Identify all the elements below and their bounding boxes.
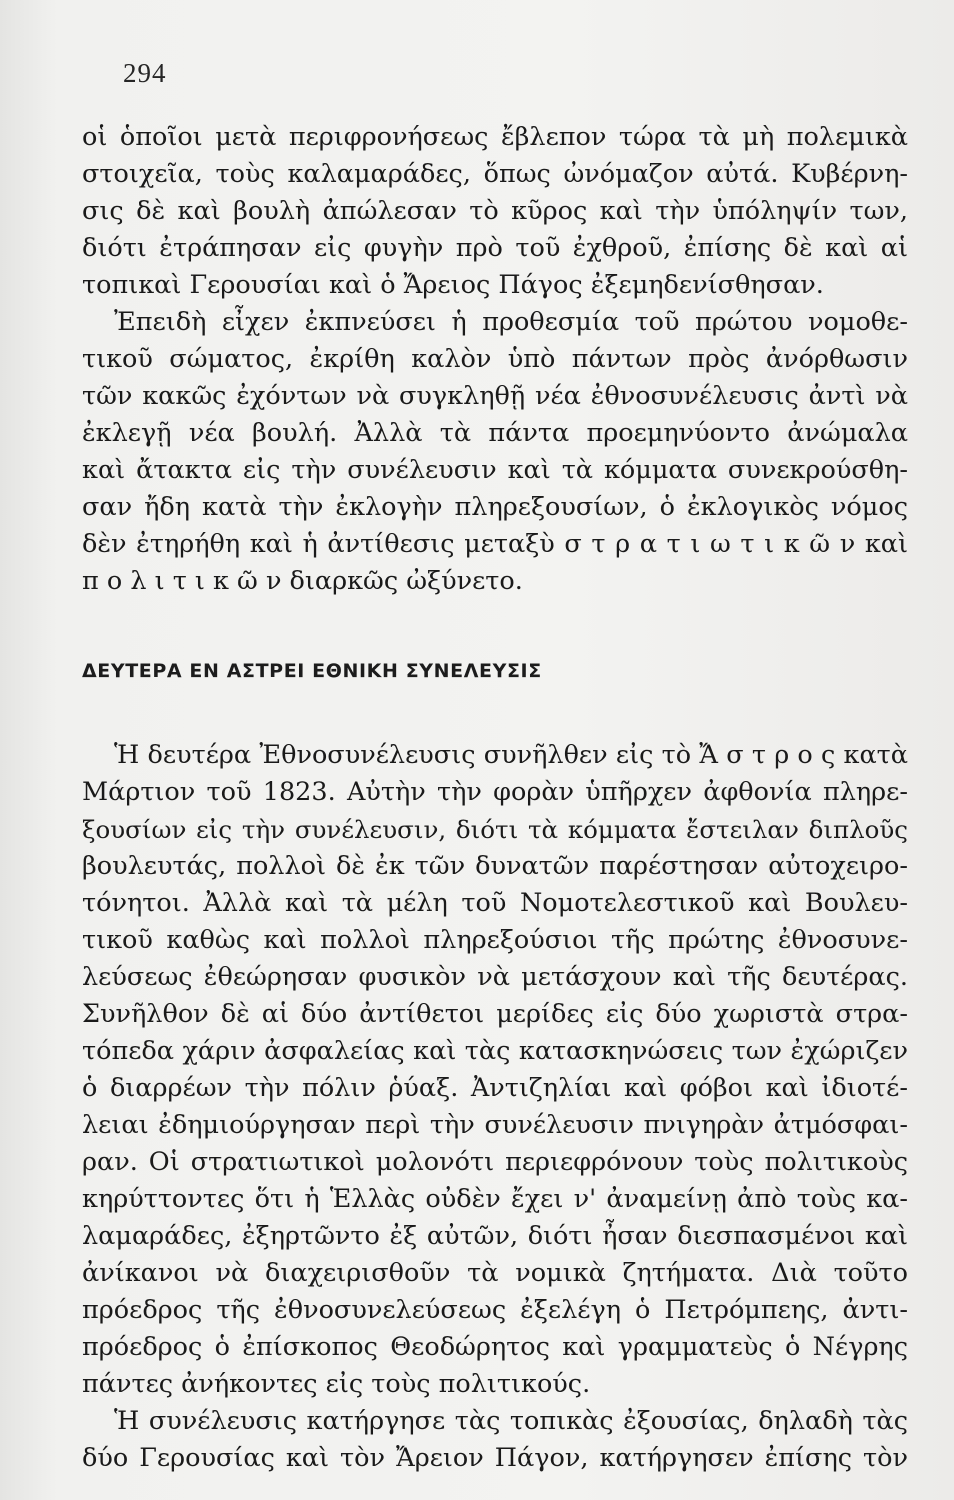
text-line: οἱ ὁποῖοι μετὰ περιφρονήσεως ἔβλεπον τώρα τὰ μὴ πολεμικὰ <box>82 122 908 152</box>
text-line: Ἡ συνέλευσις κατήργησε τὰς τοπικὰς ἐξουσίας, δηλαδὴ τὰς <box>114 1406 908 1436</box>
text-line: π ο λ ι τ ι κ ῶ ν διαρκῶς ὠξύνετο. <box>82 566 523 596</box>
text-line: τῶν κακῶς ἐχόντων νὰ συγκληθῇ νέα ἐθνοσυνέλευσις ἀντὶ νὰ <box>82 381 908 411</box>
text-line: τικοῦ σώματος, ἐκρίθη καλὸν ὑπὸ πάντων πρὸς ἀνόρθωσιν <box>82 344 908 374</box>
paragraph-1 <box>82 119 908 600</box>
text-line: κηρύττοντες ὅτι ἡ Ἑλλὰς οὐδὲν ἔχει ν' ἀναμείνῃ ἀπὸ τοὺς κα- <box>82 1184 908 1214</box>
paragraph-2 <box>82 737 908 1477</box>
text-line: λεύσεως ἐθεώρησαν φυσικὸν νὰ μετάσχουν καὶ τῆς δευτέρας. <box>82 962 908 992</box>
text-line: Ἐπειδὴ εἶχεν ἐκπνεύσει ἡ προθεσμία τοῦ πρώτου νομοθε- <box>114 307 908 337</box>
section-heading: ΔΕΥΤΕΡΑ ΕΝ ΑΣΤΡΕΙ ΕΘΝΙΚΗ ΣΥΝΕΛΕΥΣΙΣ <box>82 660 542 682</box>
text-line: πρόεδρος τῆς ἐθνοσυνελεύσεως ἐξελέγη ὁ Πετρόμπεης, ἀντι- <box>82 1295 908 1325</box>
text-line: τικοῦ καθὼς καὶ πολλοὶ πληρεξούσιοι τῆς πρώτης ἐθνοσυνε- <box>82 925 908 955</box>
text-line: σις δὲ καὶ βουλὴ ἀπώλεσαν τὸ κῦρος καὶ τὴν ὑπόληψίν των, <box>82 196 908 226</box>
text-line: ἐκλεγῇ νέα βουλή. Ἀλλὰ τὰ πάντα προεμηνύοντο ἀνώμαλα <box>82 418 908 448</box>
text-line: ξουσίων εἰς τὴν συνέλευσιν, διότι τὰ κόμματα ἔστειλαν διπλοῦς <box>82 815 908 844</box>
text-line: στοιχεῖα, τοὺς καλαμαράδες, ὅπως ὠνόμαζον αὐτά. Κυβέρνη- <box>82 159 908 189</box>
text-line: Ἡ δευτέρα Ἐθνοσυνέλευσις συνῆλθεν εἰς τὸ Ἄ σ τ ρ ο ς κατὰ <box>114 740 908 770</box>
text-line: ραν. Οἱ στρατιωτικοὶ μολονότι περιεφρόνουν τοὺς πολιτικοὺς <box>82 1147 908 1177</box>
text-line: Μάρτιον τοῦ 1823. Αὐτὴν τὴν φορὰν ὑπῆρχεν ἀφθονία πληρε- <box>82 777 908 807</box>
text-line: λαμαράδες, ἐξηρτῶντο ἐξ αὐτῶν, διότι ἦσαν διεσπασμένοι καὶ <box>82 1221 908 1251</box>
text-line: ἀνίκανοι νὰ διαχειρισθοῦν τὰ νομικὰ ζητήματα. Διὰ τοῦτο <box>82 1258 908 1288</box>
text-line: τοπικαὶ Γερουσίαι καὶ ὁ Ἄρειος Πάγος ἐξεμηδενίσθησαν. <box>82 270 824 300</box>
text-line: διότι ἐτράπησαν εἰς φυγὴν πρὸ τοῦ ἐχθροῦ, ἐπίσης δὲ καὶ αἱ <box>82 233 908 263</box>
text-line: Συνῆλθον δὲ αἱ δύο ἀντίθετοι μερίδες εἰς δύο χωριστὰ στρα- <box>82 999 908 1029</box>
text-line: καὶ ἄτακτα εἰς τὴν συνέλευσιν καὶ τὰ κόμματα συνεκρούσθη- <box>82 455 908 485</box>
text-line: δὲν ἐτηρήθη καὶ ἡ ἀντίθεσις μεταξὺ σ τ ρ α τ ι ω τ ι κ ῶ ν καὶ <box>82 529 908 559</box>
text-line: βουλευτάς, πολλοὶ δὲ ἐκ τῶν δυνατῶν παρέστησαν αὐτοχειρο- <box>82 851 908 881</box>
text-line: τόνητοι. Ἀλλὰ καὶ τὰ μέλη τοῦ Νομοτελεστικοῦ καὶ Βουλευ- <box>82 888 908 918</box>
text-line: λειαι ἐδημιούργησαν περὶ τὴν συνέλευσιν πνιγηρὰν ἀτμόσφαι- <box>82 1110 908 1140</box>
page-number: 294 <box>123 58 167 88</box>
text-line: δύο Γερουσίας καὶ τὸν Ἄρειον Πάγον, κατήργησεν ἐπίσης τὸν <box>82 1443 908 1473</box>
text-line: σαν ἤδη κατὰ τὴν ἐκλογὴν πληρεξουσίων, ὁ ἐκλογικὸς νόμος <box>82 492 908 522</box>
text-line: πάντες ἀνήκοντες εἰς τοὺς πολιτικούς. <box>82 1369 591 1399</box>
text-line: ὁ διαρρέων τὴν πόλιν ῥύαξ. Ἀντιζηλίαι καὶ φόβοι καὶ ἰδιοτέ- <box>82 1073 908 1103</box>
text-line: πρόεδρος ὁ ἐπίσκοπος Θεοδώρητος καὶ γραμματεὺς ὁ Νέγρης <box>82 1332 908 1362</box>
text-line: τόπεδα χάριν ἀσφαλείας καὶ τὰς κατασκηνώσεις των ἐχώριζεν <box>82 1036 908 1066</box>
